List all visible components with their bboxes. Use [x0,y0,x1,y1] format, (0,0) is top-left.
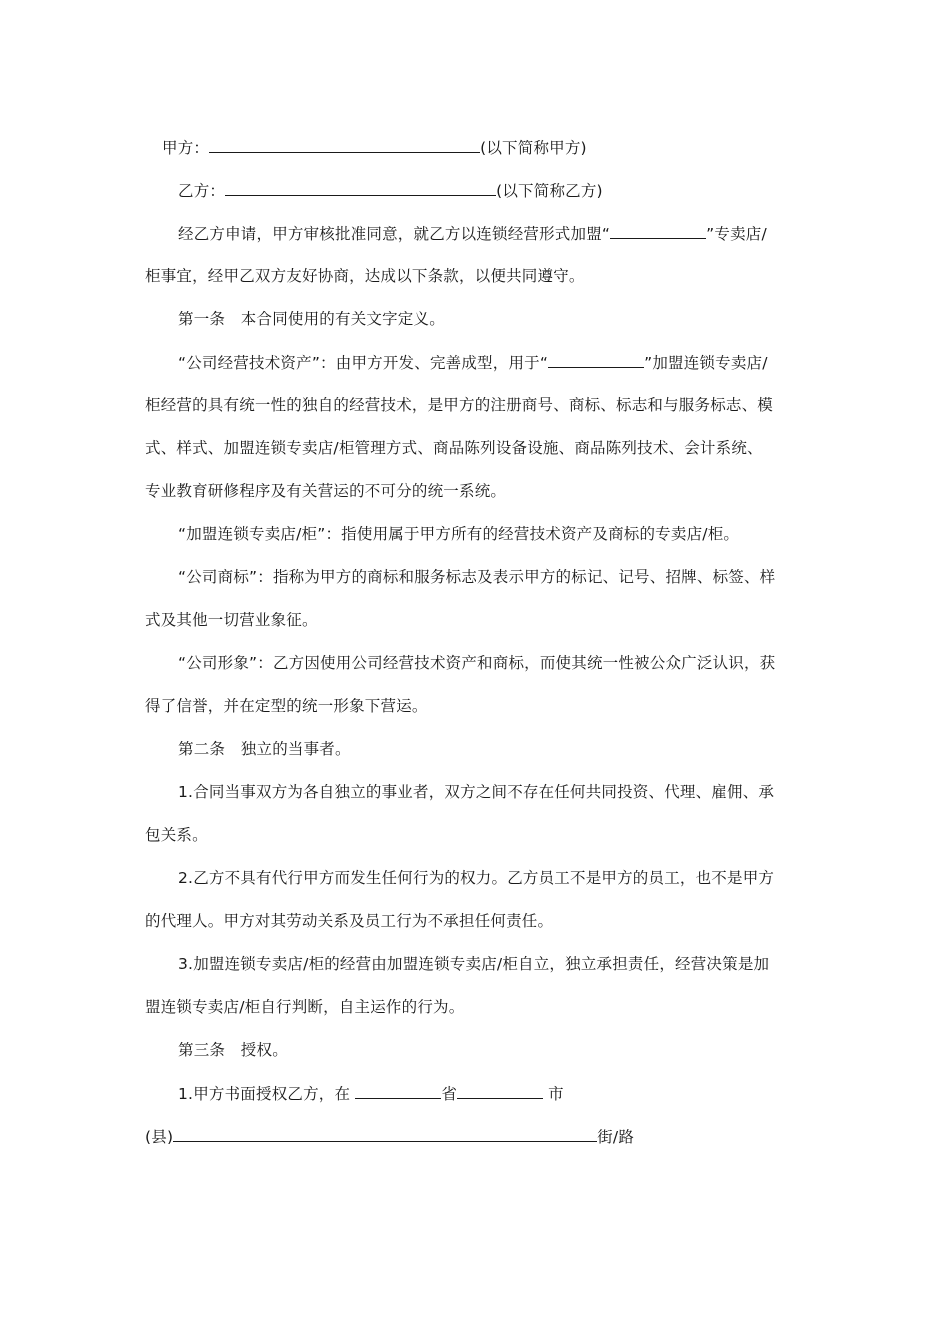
text-run: 甲方： [162,139,210,157]
fill-in-blank[interactable] [225,180,496,196]
text-run: 3.加盟连锁专卖店/柜的经营由加盟连锁专卖店/柜自立，独立承担责任，经营决策是加 [178,955,770,973]
fill-in-blank[interactable] [548,352,644,368]
paragraph-line [178,954,950,974]
text-run: 第二条 独立的当事者。 [178,740,351,758]
paragraph-line [145,266,950,286]
text-run: 市 [543,1085,564,1103]
text-run: 式、样式、加盟连锁专卖店/柜管理方式、商品陈列设备设施、商品陈列技术、会计系统、 [145,439,763,457]
text-run: “加盟连锁专卖店/柜”：指使用属于甲方所有的经营技术资产及商标的专卖店/柜。 [178,525,740,543]
text-run: 柜经营的具有统一性的独自的经营技术，是甲方的注册商号、商标、标志和与服务标志、模 [145,396,774,414]
paragraph-line [178,653,950,673]
text-run: 乙方： [178,182,226,200]
text-run: 包关系。 [145,826,208,844]
text-run: 柜事宜，经甲乙双方友好协商，达成以下条款，以便共同遵守。 [145,267,585,285]
paragraph-line [145,911,950,931]
text-run: ”加盟连锁专卖店/ [644,354,768,372]
text-run: (以下简称甲方) [480,139,587,157]
paragraph-line [178,180,950,201]
paragraph-line [178,352,950,373]
text-run: 第三条 授权。 [178,1041,288,1059]
paragraph-line [178,1040,950,1060]
text-run: 得了信誉，并在定型的统一形象下营运。 [145,697,428,715]
text-run: ”专卖店/ [706,225,767,243]
paragraph-line [145,1126,950,1147]
fill-in-blank[interactable] [457,1083,543,1099]
paragraph-line [178,739,950,759]
fill-in-blank[interactable] [173,1126,597,1142]
paragraph-line [178,567,950,587]
paragraph-line [178,782,950,802]
paragraph-line [178,223,950,244]
text-run: 街/路 [597,1128,635,1146]
paragraph-line [145,825,950,845]
fill-in-blank[interactable] [355,1083,441,1099]
text-run: “公司商标”：指称为甲方的商标和服务标志及表示甲方的标记、记号、招牌、标签、样 [178,568,776,586]
text-run: 的代理人。甲方对其劳动关系及员工行为不承担任何责任。 [145,912,554,930]
text-run: 省 [441,1085,458,1103]
fill-in-blank[interactable] [610,223,706,239]
text-run: 式及其他一切营业象征。 [145,611,318,629]
paragraph-line [178,1083,950,1104]
text-run: 盟连锁专卖店/柜自行判断，自主运作的行为。 [145,998,465,1016]
text-run: (以下简称乙方) [496,182,603,200]
text-run: 1.合同当事双方为各自独立的事业者，双方之间不存在任何共同投资、代理、雇佣、承 [178,783,775,801]
text-run: 专业教育研修程序及有关营运的不可分的统一系统。 [145,482,507,500]
text-run: 经乙方申请，甲方审核批准同意，就乙方以连锁经营形式加盟“ [178,225,611,243]
fill-in-blank[interactable] [209,137,480,153]
paragraph-line [145,481,950,501]
paragraph-line [178,868,950,888]
paragraph-line [145,997,950,1017]
text-run: 1.甲方书面授权乙方，在 [178,1085,356,1103]
text-run: (县) [145,1128,174,1146]
paragraph-line [145,438,950,458]
paragraph-line [178,524,950,544]
text-run: 2.乙方不具有代行甲方而发生任何行为的权力。乙方员工不是甲方的员工，也不是甲方 [178,869,775,887]
paragraph-line [178,309,950,329]
paragraph-line [162,137,950,158]
paragraph-line [145,395,950,415]
text-run: “公司形象”：乙方因使用公司经营技术资产和商标，而使其统一性被公众广泛认识，获 [178,654,776,672]
text-run: 第一条 本合同使用的有关文字定义。 [178,310,445,328]
paragraph-line [145,696,950,716]
paragraph-line [145,610,950,630]
text-run: “公司经营技术资产”：由甲方开发、完善成型，用于“ [178,354,549,372]
